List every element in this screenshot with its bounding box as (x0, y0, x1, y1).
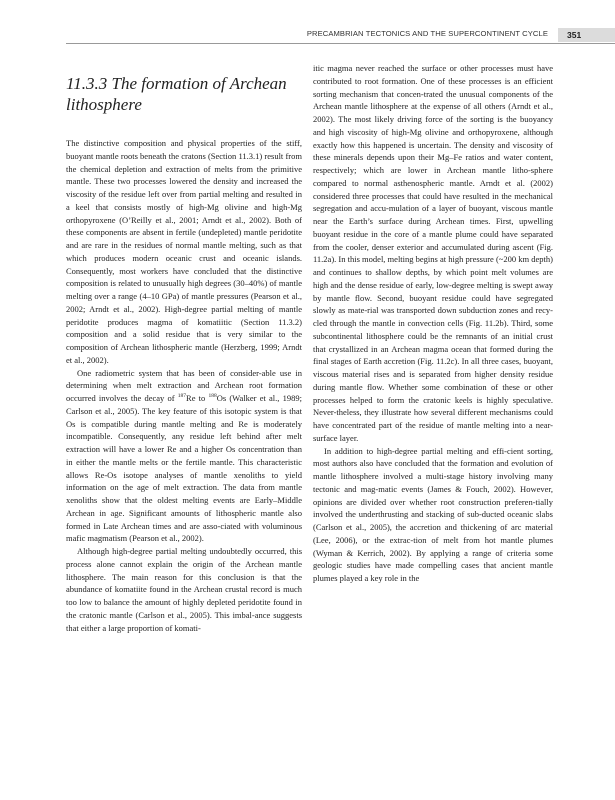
page-number: 351 (558, 28, 615, 42)
superscript: 188 (208, 393, 217, 400)
section-title: 11.3.3 The formation of Archean lithosphere (66, 74, 287, 114)
paragraph: One radiometric system that has been of consider-able use in determining when melt extraction and Archean root formation occurred involves the decay of $^{187}$Re to $^{188}$Os (Walker et al., 1989; Carlson et al., 2005). The key feature of this isotopic system is that Os is compatible during mantle melting and Re is moderately incompatible. Consequently, any residue left behind after melt extraction will have a lower Re and a higher Os concentration than in either the mantle melts or the fertile mantle. This characteristic allows Re-Os isotope analyses of mantle xenoliths to yield information on the age of melt extraction. The data from mantle xenoliths show that the oldest melting events are Early–Middle Archean in age. Significant amounts of lithospheric mantle also formed in Late Archean times and are asso-ciated with voluminous mafic magmatism (Pearson et al., 2002). (66, 367, 302, 544)
running-header (0, 29, 615, 43)
paragraph: The distinctive composition and physical properties of the stiff, buoyant mantle roots beneath the cratons (Section 11.3.1) result from the chemical depletion and extraction of melts from the primitive mantle. These two processes lowered the density and increased the viscosity of the residue left over from partial melting and resulted in a keel that consists mostly of high-Mg olivine and high-Mg orthopyroxene (O’Reilly et al., 2001; Arndt et al., 2002). Both of these components are absent in fertile (undepleted) mantle peridotite and are rare in the residues of normal mantle melting, such as that which produces modern oceanic crust and oceanic islands. Consequently, most workers have concluded that the distinctive composition is related to unusually high degrees (30–40%) of mantle melting over a range (4–10 GPa) of mantle pressures (Pearson et al., 2002; Arndt et al., 2002). High-degree partial melting of mantle peridotite produces magma of komatiitic (Section 11.3.2) composition and a solid residue that is very similar to the composition of Archean lithospheric mantle (Herzberg, 1999; Arndt et al., 2002). (66, 138, 302, 365)
right-column (313, 62, 553, 585)
left-column (66, 62, 302, 634)
paragraph: In addition to high-degree partial melting and effi-cient sorting, most authors also have concluded that the formation and evolution of mantle lithosphere involved a multi-stage history involving many tectonic and mag-matic events (James & Fouch, 2002). However, opinions are divided over whether root construction preferen-tially involved the underthrusting and stacking of sub-ducted oceanic slabs (Carlson et al., 2005), the accretion and thickening of arc material (Lee, 2006), or the extrac-tion of melt from hot mantle plumes (Wyman & Kerrich, 2002). By applying a range of criteria some geologic studies have made compelling cases that ancient mantle plumes played a key role in the (313, 445, 553, 583)
paragraph: itic magma never reached the surface or other processes must have contributed to root formation. One of these processes is an efficient sorting mechanism that concen-trated the unusual components of the Archean mantle lithosphere at the expense of all others (Arndt et al., 2002). The most likely driving force of the sorting is the buoyancy and high viscosity of high-Mg olivine and orthopyroxene, although exactly how this happened is uncertain. The density and viscosity of these minerals depends upon their Mg–Fe ratios and water content, respectively; which are lower in Archean mantle litho-sphere compared to normal asthenospheric mantle. Arndt et al. (2002) considered three processes that could have resulted in the mechanical segregation and accu-mulation of a layer of buoyant, viscous mantle near the Earth’s surface during Archean times. First, upwelling buoyant residue in the core of a mantle plume could have separated from the cooler, denser exterior and accumulated during ascent (Fig. 11.2a). In this model, melting begins at high pressure (~200 km depth) and continues to shallow depths, by which point melt volumes are high and the dense residue of early, low-degree melting is swept away by mantle flow. Second, buoyant residue could have segregated slowly as mate-rial was transported down subduction zones and recy-cled through the mantle in convection cells (Fig. 11.2b). Third, some subcontinental lithosphere could be the remnants of an initial crust that crystallized in an Archean magma ocean that formed during the final stages of Earth accretion (Fig. 11.2c). In all three cases, buoyant, viscous material rises and is separated from higher density residue during mantle flow. Whether some combination of these or other processes helped to form the cratonic keels is highly speculative. Never-theless, they illustrate how several different mechanisms could have concentrated part of the residue of mantle melting into a near-surface layer. (313, 63, 553, 443)
superscript: 187 (177, 393, 187, 400)
running-title: PRECAMBRIAN TECTONICS AND THE SUPERCONTINENT CYCLE (306, 29, 548, 38)
header-rule (66, 43, 615, 44)
paragraph: Although high-degree partial melting undoubtedly occurred, this process alone cannot explain the origin of the Archean mantle lithosphere. The main reason for this conclusion is that the abundance of komatiite found in the Archean crustal record is much too low to balance the amount of highly depleted peridotite found in the cratonic mantle (Carlson et al., 2005). This imbal-ance suggests that either a large proportion of komati- (66, 546, 302, 633)
